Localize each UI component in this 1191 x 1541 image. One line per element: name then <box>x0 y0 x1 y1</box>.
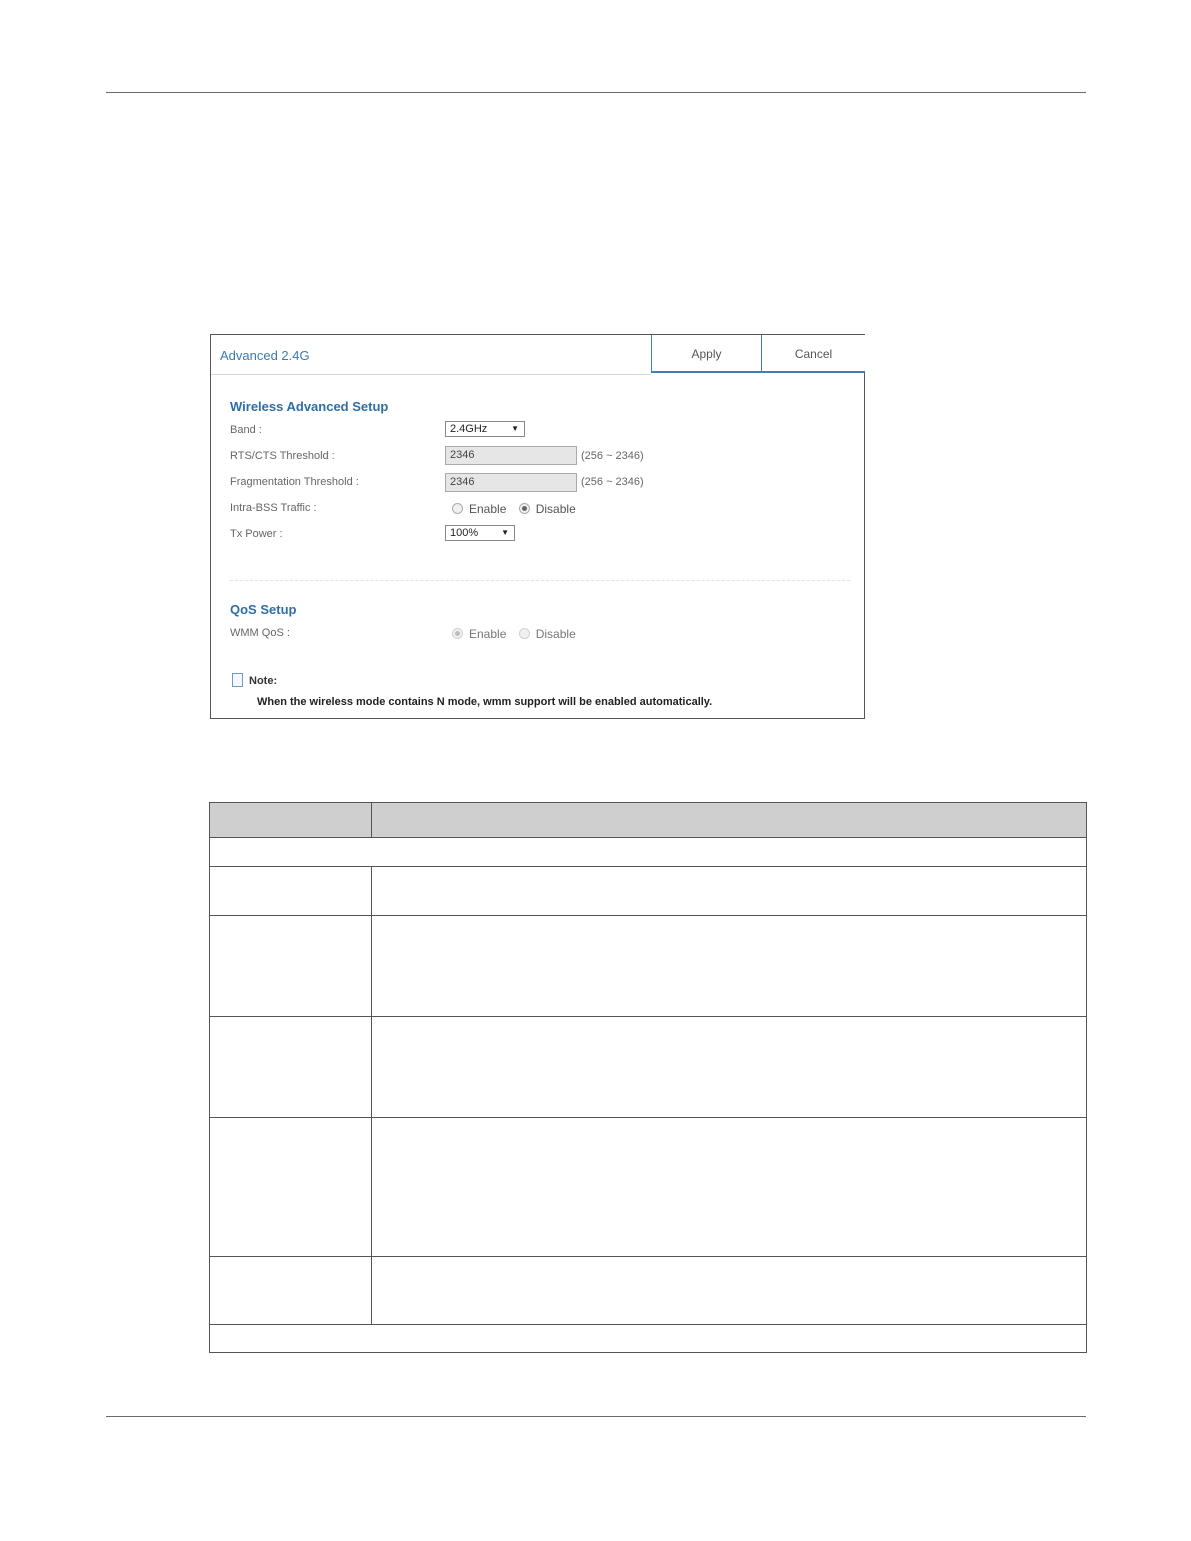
intra-bss-traffic-label: Intra-BSS Traffic : <box>230 502 317 514</box>
qos-setup-title: QoS Setup <box>230 602 297 617</box>
table-header-cell <box>372 803 1087 838</box>
wmm-qos-radio-group <box>452 627 585 641</box>
table-cell <box>210 838 1087 867</box>
panel-header <box>211 335 864 375</box>
wireless-advanced-setup-title: Wireless Advanced Setup <box>230 399 389 414</box>
table-cell <box>372 1017 1087 1118</box>
dropdown-arrow-icon: ▼ <box>501 528 509 537</box>
dropdown-arrow-icon: ▼ <box>511 424 519 433</box>
table-header-row <box>210 803 1087 838</box>
rts-cts-range-hint: (256 ~ 2346) <box>581 450 644 462</box>
cancel-button[interactable]: Cancel <box>761 335 865 373</box>
table-cell <box>372 1257 1087 1325</box>
band-value: 2.4GHz <box>450 423 488 435</box>
field-description-table <box>209 802 1087 1353</box>
header-rule <box>106 92 1086 93</box>
radio-icon <box>519 628 530 639</box>
table-cell <box>210 1257 372 1325</box>
intra-bss-traffic-radio-group <box>452 502 585 516</box>
intra-bss-disable-option[interactable]: Disable <box>519 502 576 516</box>
band-label: Band : <box>230 424 262 436</box>
panel-title: Advanced 2.4G <box>220 348 310 363</box>
footer-rule <box>106 1416 1086 1417</box>
fragmentation-threshold-input[interactable]: 2346 <box>445 473 577 492</box>
wmm-qos-label: WMM QoS : <box>230 627 290 639</box>
band-select[interactable] <box>445 421 525 437</box>
section-divider <box>230 580 850 581</box>
tx-power-label: Tx Power : <box>230 528 283 540</box>
table-row <box>210 1325 1087 1353</box>
table-cell <box>210 1325 1087 1353</box>
fragmentation-threshold-label: Fragmentation Threshold : <box>230 476 359 488</box>
apply-button[interactable]: Apply <box>651 335 761 373</box>
table-row <box>210 1118 1087 1257</box>
note-text: When the wireless mode contains N mode, wmm support will be enabled automatically. <box>257 696 713 708</box>
table-row <box>210 1257 1087 1325</box>
table-cell <box>372 1118 1087 1257</box>
rts-cts-threshold-input[interactable]: 2346 <box>445 446 577 465</box>
radio-selected-icon <box>452 628 463 639</box>
note-icon <box>232 673 243 687</box>
table-cell <box>210 916 372 1017</box>
table-row <box>210 916 1087 1017</box>
tx-power-value: 100% <box>450 527 479 539</box>
intra-bss-enable-option[interactable]: Enable <box>452 502 506 516</box>
table-cell <box>372 916 1087 1017</box>
header-divider <box>211 374 651 375</box>
table-row <box>210 867 1087 916</box>
table-cell <box>372 867 1087 916</box>
advanced-settings-screenshot <box>210 334 865 719</box>
rts-cts-threshold-label: RTS/CTS Threshold : <box>230 450 335 462</box>
wmm-enable-option[interactable]: Enable <box>452 627 506 641</box>
table-cell <box>210 1017 372 1118</box>
table-header-cell <box>210 803 372 838</box>
table-cell <box>210 867 372 916</box>
table-row <box>210 838 1087 867</box>
table-row <box>210 1017 1087 1118</box>
radio-selected-icon <box>519 503 530 514</box>
table-cell <box>210 1118 372 1257</box>
tx-power-select[interactable] <box>445 525 515 541</box>
radio-icon <box>452 503 463 514</box>
wmm-disable-option[interactable]: Disable <box>519 627 576 641</box>
fragmentation-range-hint: (256 ~ 2346) <box>581 476 644 488</box>
note-label: Note: <box>249 675 278 687</box>
